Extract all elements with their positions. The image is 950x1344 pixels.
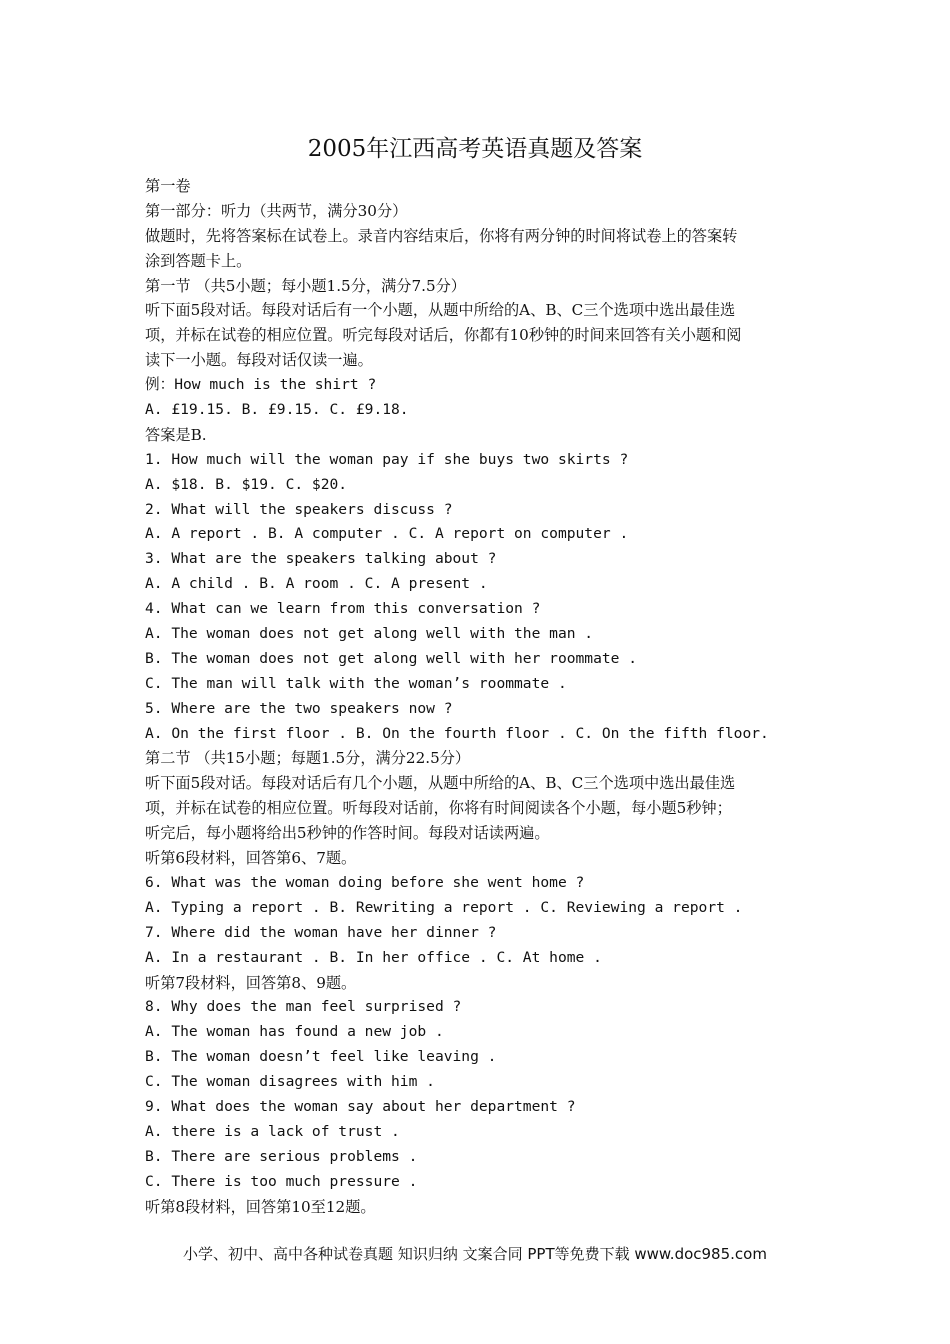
document-body <box>145 174 810 1219</box>
text-line: A. there is a lack of trust . <box>145 1122 400 1140</box>
text-line: A. On the first floor . B. On the fourth floor . C. On the fifth floor. <box>145 724 769 742</box>
text-line: 听第7段材料，回答第8、9题。 <box>145 973 357 992</box>
text-line: 听完后，每小题将给出5秒钟的作答时间。每段对话读两遍。 <box>145 824 550 843</box>
text-line: 7. Where did the woman have her dinner ? <box>145 923 497 941</box>
text-line: 9. What does the woman say about her department ? <box>145 1097 576 1115</box>
text-line: 做题时，先将答案标在试卷上。录音内容结束后，你将有两分钟的时间将试卷上的答案转 <box>145 226 738 245</box>
text-line: 第二节 （共15小题；每题1.5分，满分22.5分） <box>145 749 471 768</box>
text-line: 2. What will the speakers discuss ? <box>145 500 453 518</box>
text-line: 听第8段材料，回答第10至12题。 <box>145 1197 376 1216</box>
text-line: A. The woman has found a new job . <box>145 1023 444 1041</box>
text-line: A. $18. B. $19. C. $20. <box>145 475 348 493</box>
text-line: 第一卷 <box>145 177 191 195</box>
text-line: 8. Why does the man feel surprised ? <box>145 998 462 1016</box>
text-line: 听下面5段对话。每段对话后有一个小题，从题中所给的A、B、C三个选项中选出最佳选 <box>145 301 736 320</box>
text-line: 项，并标在试卷的相应位置。听每段对话前，你将有时间阅读各个小题，每小题5秒钟； <box>145 799 732 818</box>
text-line: 4. What can we learn from this conversation ? <box>145 600 541 618</box>
text-line: B. The woman does not get along well with her roommate . <box>145 649 638 667</box>
text-line: 第一节 （共5小题；每小题1.5分，满分7.5分） <box>145 276 466 295</box>
text-line: 第一部分：听力（共两节，满分30分） <box>145 201 408 220</box>
text-line: B. There are serious problems . <box>145 1147 418 1165</box>
text-line: A. A child . B. A room . C. A present . <box>145 575 488 593</box>
text-line: C. The woman disagrees with him . <box>145 1073 435 1091</box>
text-line: 项，并标在试卷的相应位置。听完每段对话后，你都有10秒钟的时间来回答有关小题和阅 <box>145 326 742 345</box>
text-line: 3. What are the speakers talking about ? <box>145 550 497 568</box>
text-line: 答案是B. <box>145 425 207 444</box>
text-line: C. The man will talk with the woman’s roommate . <box>145 674 567 692</box>
text-line: 读下一小题。每段对话仅读一遍。 <box>145 351 373 370</box>
page-footer: 小学、初中、高中各种试卷真题 知识归纳 文案合同 PPT等免费下载 www.doc985.com <box>183 1245 767 1263</box>
text-line: A. The woman does not get along well with the man . <box>145 625 594 643</box>
text-line: C. There is too much pressure . <box>145 1172 418 1190</box>
text-line: A. A report . B. A computer . C. A report on computer . <box>145 525 629 543</box>
text-line: 6. What was the woman doing before she went home ? <box>145 873 585 891</box>
text-line: A. Typing a report . B. Rewriting a report . C. Reviewing a report . <box>145 898 743 916</box>
text-line: A. In a restaurant . B. In her office . C. At home . <box>145 948 602 966</box>
text-line: 涂到答题卡上。 <box>145 251 252 270</box>
text-line: B. The woman doesn’t feel like leaving . <box>145 1048 497 1066</box>
text-line: 例：How much is the shirt ? <box>145 376 377 394</box>
text-line: 听第6段材料，回答第6、7题。 <box>145 849 357 868</box>
text-line: 1. How much will the woman pay if she buys two skirts ? <box>145 450 629 468</box>
text-line: 听下面5段对话。每段对话后有几个小题，从题中所给的A、B、C三个选项中选出最佳选 <box>145 774 736 793</box>
text-line: 5. Where are the two speakers now ? <box>145 699 453 717</box>
text-line: A. £19.15. B. £9.15. C. £9.18. <box>145 401 409 419</box>
document-title: 2005年江西高考英语真题及答案 <box>307 136 643 162</box>
